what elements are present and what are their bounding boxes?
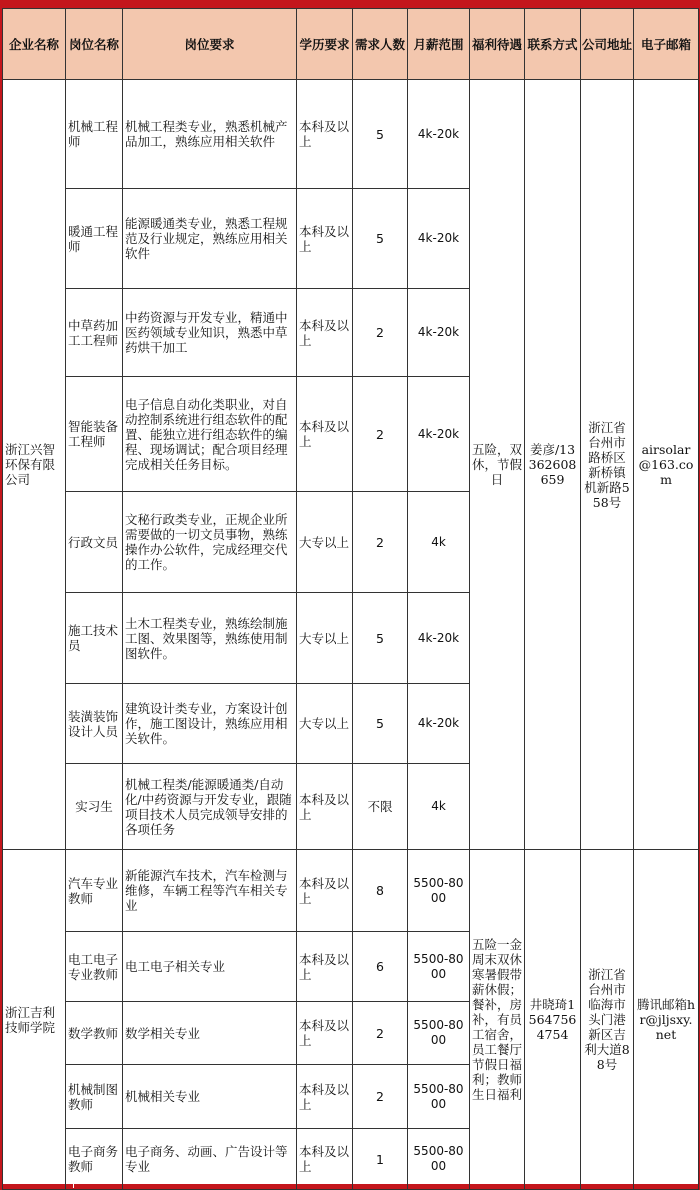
- job-requirement: 电子信息自动化类职业，对自动控制系统进行组态软件的配置、能独立进行组态软件的编程、现场调试；配合项目经理完成相关任务目标。: [123, 377, 297, 492]
- recruitment-table-frame: [2, 8, 698, 1184]
- job-title: 中草药加工工程师: [66, 289, 123, 377]
- job-requirement: 建筑设计类专业，方案设计创作，施工图设计，熟练应用相关软件。: [123, 684, 297, 764]
- job-headcount: 2: [353, 377, 408, 492]
- job-education: 本科及以上: [297, 1002, 353, 1065]
- table-row: [3, 80, 699, 189]
- job-headcount: 2: [353, 492, 408, 593]
- job-requirement: 机械工程类专业，熟悉机械产品加工，熟练应用相关软件: [123, 80, 297, 189]
- job-title: 汽车专业教师: [66, 850, 123, 932]
- job-education: 本科及以上: [297, 764, 353, 850]
- job-headcount: 5: [353, 593, 408, 684]
- job-education: 本科及以上: [297, 80, 353, 189]
- header-position: 岗位名称: [66, 9, 123, 80]
- job-salary: 5500-8000: [408, 932, 470, 1002]
- job-requirement: 中药资源与开发专业，精通中医药领域专业知识，熟悉中草药烘干加工: [123, 289, 297, 377]
- company-name: 浙江吉利技师学院: [3, 850, 66, 1190]
- header-email: 电子邮箱: [634, 9, 699, 80]
- header-requirements: 岗位要求: [123, 9, 297, 80]
- job-education: 本科及以上: [297, 850, 353, 932]
- job-headcount: 2: [353, 289, 408, 377]
- job-salary: 5500-8000: [408, 1002, 470, 1065]
- job-requirement: 电子商务、动画、广告设计等专业: [123, 1129, 297, 1190]
- job-requirement: 电工电子相关专业: [123, 932, 297, 1002]
- job-salary: 4k: [408, 764, 470, 850]
- job-title: 电子商务教师: [66, 1129, 123, 1190]
- recruitment-table: [2, 8, 699, 1190]
- table-row: [3, 850, 699, 932]
- job-salary: 5500-8000: [408, 850, 470, 932]
- job-headcount: 1: [353, 1129, 408, 1190]
- job-title: 装潢装饰设计人员: [66, 684, 123, 764]
- header-headcount: 需求人数: [353, 9, 408, 80]
- header-education: 学历要求: [297, 9, 353, 80]
- company-welfare: 五险，双休，节假日: [470, 80, 525, 850]
- company-address: 浙江省台州市临海市头门港新区吉利大道88号: [581, 850, 634, 1190]
- job-headcount: 5: [353, 684, 408, 764]
- job-education: 大专以上: [297, 492, 353, 593]
- company-address: 浙江省台州市路桥区新桥镇机新路558号: [581, 80, 634, 850]
- company-email: airsolar@163.com: [634, 80, 699, 850]
- company-name: 浙江兴智环保有限公司: [3, 80, 66, 850]
- job-salary: 5500-8000: [408, 1065, 470, 1129]
- job-title: 机械制图教师: [66, 1065, 123, 1129]
- job-title: 智能装备工程师: [66, 377, 123, 492]
- job-education: 本科及以上: [297, 1065, 353, 1129]
- job-title: 实习生: [66, 764, 123, 850]
- header-salary: 月薪范围: [408, 9, 470, 80]
- job-requirement: 新能源汽车技术，汽车检测与维修，车辆工程等汽车相关专业: [123, 850, 297, 932]
- job-headcount: 6: [353, 932, 408, 1002]
- header-address: 公司地址: [581, 9, 634, 80]
- job-title: 施工技术员: [66, 593, 123, 684]
- job-headcount: 2: [353, 1002, 408, 1065]
- job-requirement: 文秘行政类专业，正规企业所需要做的一切文员事物，熟练操作办公软件，完成经理交代的工作。: [123, 492, 297, 593]
- job-headcount: 2: [353, 1065, 408, 1129]
- header-company: 企业名称: [3, 9, 66, 80]
- job-requirement: 能源暖通类专业，熟悉工程规范及行业规定，熟练应用相关软件: [123, 189, 297, 289]
- job-salary: 5500-8000: [408, 1129, 470, 1190]
- job-requirement: 土木工程类专业，熟练绘制施工图、效果图等，熟练使用制图软件。: [123, 593, 297, 684]
- job-education: 大专以上: [297, 593, 353, 684]
- job-salary: 4k-20k: [408, 593, 470, 684]
- job-title: 行政文员: [66, 492, 123, 593]
- job-salary: 4k: [408, 492, 470, 593]
- job-title: 暖通工程师: [66, 189, 123, 289]
- job-headcount: 不限: [353, 764, 408, 850]
- job-education: 本科及以上: [297, 189, 353, 289]
- job-salary: 4k-20k: [408, 80, 470, 189]
- job-requirement: 机械工程类/能源暖通类/自动化/中药资源与开发专业，跟随项目技术人员完成领导安排的各项任务: [123, 764, 297, 850]
- job-salary: 4k-20k: [408, 377, 470, 492]
- header-welfare: 福利待遇: [470, 9, 525, 80]
- page-edge-mark: [73, 1182, 74, 1188]
- job-headcount: 8: [353, 850, 408, 932]
- header-row: [3, 9, 699, 80]
- job-education: 本科及以上: [297, 289, 353, 377]
- job-title: 电工电子专业教师: [66, 932, 123, 1002]
- job-headcount: 5: [353, 189, 408, 289]
- company-email: 腾讯邮箱hr@jljsxy.net: [634, 850, 699, 1190]
- job-title: 数学教师: [66, 1002, 123, 1065]
- company-contact: 姜彦/13362608659: [525, 80, 581, 850]
- job-education: 大专以上: [297, 684, 353, 764]
- job-education: 本科及以上: [297, 932, 353, 1002]
- job-requirement: 数学相关专业: [123, 1002, 297, 1065]
- company-welfare: 五险一金周末双休寒暑假带薪休假；餐补，房补，有员工宿舍，员工餐厅节假日福利；教师生日福利: [470, 850, 525, 1190]
- header-contact: 联系方式: [525, 9, 581, 80]
- company-contact: 井晓琦15647564754: [525, 850, 581, 1190]
- job-headcount: 5: [353, 80, 408, 189]
- job-salary: 4k-20k: [408, 684, 470, 764]
- job-title: 机械工程师: [66, 80, 123, 189]
- job-salary: 4k-20k: [408, 189, 470, 289]
- job-salary: 4k-20k: [408, 289, 470, 377]
- job-requirement: 机械相关专业: [123, 1065, 297, 1129]
- job-education: 本科及以上: [297, 377, 353, 492]
- job-education: 本科及以上: [297, 1129, 353, 1190]
